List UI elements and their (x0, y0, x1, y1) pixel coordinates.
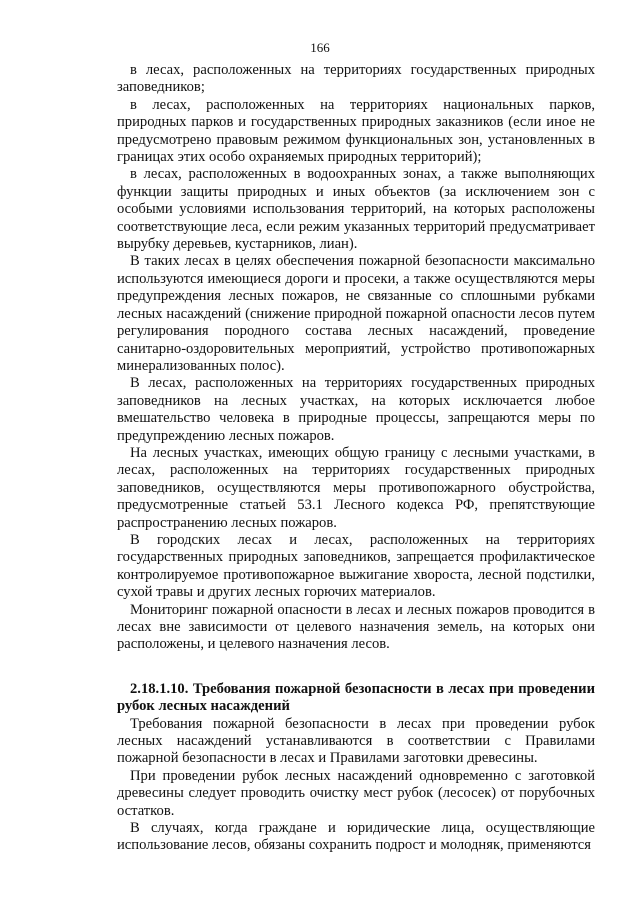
paragraph-cutting-area-cleanup: При проведении рубок лесных насаждений одновременно с заготовкой древесины следует проводить очистку мест рубок (лесосек) от порубочных остатков. (117, 767, 595, 819)
paragraph-no-intervention-areas: В лесах, расположенных на территориях государственных природных заповедников на лесных участках, на которых исключается любое вмешательство человека в природные процессы, запрещаются меры по предупреждению лесных пожаров. (117, 375, 595, 444)
paragraph-undergrowth-preservation: В случаях, когда граждане и юридические лица, осуществляющие использование лесов, обязаны сохранить подрост и молодняк, применяются (117, 820, 595, 854)
paragraph-fire-safety-measures: В таких лесах в целях обеспечения пожарной безопасности максимально используются имеющиеся дороги и просеки, а также осуществляются меры предупреждения лесных пожаров, не связанные со сплошными рубками лесных насаждений (снижение природной пожарной опасности лесов путем регулирования породного состава лесных насаждений, проведение санитарно-оздоровительных мероприятий, устройство противопожарных минерализованных полос). (117, 253, 595, 374)
paragraph-common-border-plots: На лесных участках, имеющих общую границу с лесными участками, в лесах, расположенных на территориях государственных природных заповедников, осуществляются меры противопожарного обустройства, предусмотренные статьей 53.1 Лесного кодекса РФ, препятствующие распространению лесных пожаров. (117, 444, 595, 531)
paragraph-national-parks: в лесах, расположенных на территориях национальных парков, природных парков и государственных природных заказников (если иное не предусмотрено правовым режимом функциональных зон, установленных в границах этих особо охраняемых природных территорий); (117, 96, 595, 166)
paragraph-zapovedniki: в лесах, расположенных на территориях государственных природных заповедников; (117, 62, 595, 96)
paragraph-fire-monitoring: Мониторинг пожарной опасности в лесах и лесных пожаров проводится в лесах вне зависимости от целевого назначения земель, на которых они расположены, и целевого назначения лесов. (117, 601, 595, 653)
paragraph-logging-requirements: Требования пожарной безопасности в лесах при проведении рубок лесных насаждений устанавливаются в соответствии с Правилами пожарной безопасности в лесах и Правилами заготовки древесины. (117, 715, 595, 767)
paragraph-water-protection-zones: в лесах, расположенных в водоохранных зонах, а также выполняющих функции защиты природных и иных объектов (за исключением зон с особыми условиями использования территорий, на которых расположены соответствующие леса, если режим указанных территорий предусматривает вырубку деревьев, кустарников, лиан). (117, 166, 595, 253)
page-number: 166 (310, 40, 330, 55)
section-heading: 2.18.1.10. Требования пожарной безопасности в лесах при проведении рубок лесных насаждений (117, 680, 595, 715)
body-text (117, 62, 595, 855)
paragraph-city-forests-burning-ban: В городских лесах и лесах, расположенных на территориях государственных природных заповедников, запрещается профилактическое контролируемое противопожарное выжигание хвороста, лесной подстилки, сухой травы и других лесных горючих материалов. (117, 531, 595, 601)
